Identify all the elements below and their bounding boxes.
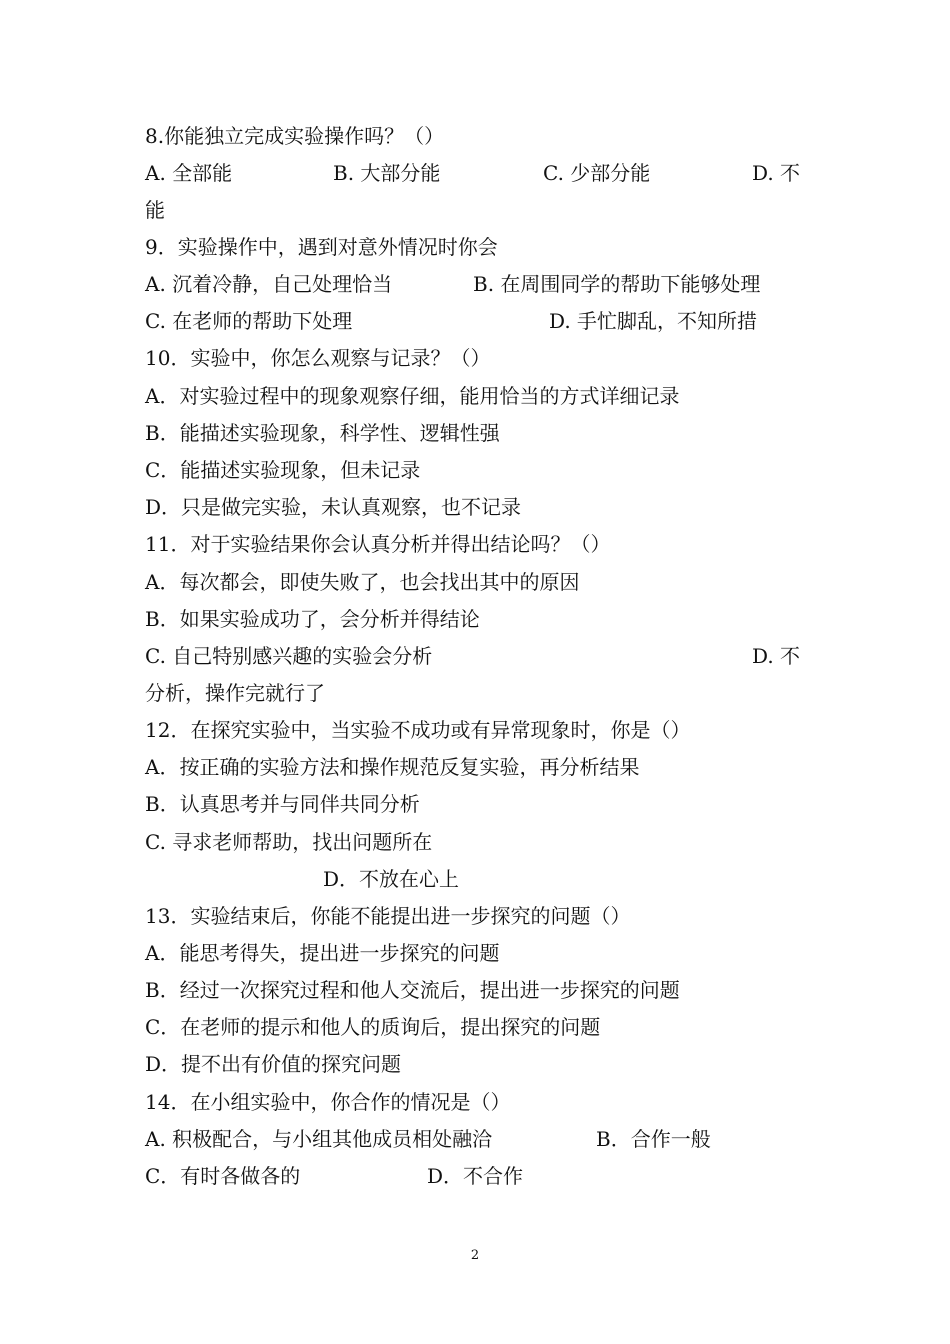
question-13-option-b: B．经过一次探究过程和他人交流后，提出进一步探究的问题 <box>145 978 680 1002</box>
question-14-option-a: A. 积极配合，与小组其他成员相处融洽 <box>145 1127 493 1151</box>
question-9-option-b: B. 在周围同学的帮助下能够处理 <box>473 272 761 296</box>
question-10-option-b: B．能描述实验现象，科学性、逻辑性强 <box>145 421 500 445</box>
question-10-option-a: A．对实验过程中的现象观察仔细，能用恰当的方式详细记录 <box>145 384 680 408</box>
question-11-option-b: B．如果实验成功了，会分析并得结论 <box>145 607 480 631</box>
question-13-option-d: D．提不出有价值的探究问题 <box>145 1052 402 1076</box>
question-12-option-b: B．认真思考并与同伴共同分析 <box>145 792 420 816</box>
question-8-stem: 8.你能独立完成实验操作吗？（） <box>145 124 445 148</box>
question-8-option-c: C. 少部分能 <box>543 161 651 185</box>
question-12-option-a: A．按正确的实验方法和操作规范反复实验，再分析结果 <box>145 755 640 779</box>
question-9-option-d: D. 手忙脚乱，不知所措 <box>549 309 758 333</box>
question-14-stem: 14．在小组实验中，你合作的情况是（） <box>145 1090 511 1114</box>
question-8-option-d-continued: 能 <box>145 198 165 222</box>
question-13-option-a: A．能思考得失，提出进一步探究的问题 <box>145 941 500 965</box>
question-8-option-a: A. 全部能 <box>145 161 233 185</box>
question-11-option-a: A．每次都会，即使失败了，也会找出其中的原因 <box>145 570 580 594</box>
question-10-option-d: D．只是做完实验，未认真观察，也不记录 <box>145 495 522 519</box>
question-13-stem: 13．实验结束后，你能不能提出进一步探究的问题（） <box>145 904 631 928</box>
question-14-option-d: D．不合作 <box>427 1164 524 1188</box>
question-13-option-c: C．在老师的提示和他人的质询后，提出探究的问题 <box>145 1015 601 1039</box>
question-12-stem: 12．在探究实验中，当实验不成功或有异常现象时，你是（） <box>145 718 691 742</box>
page-number: 2 <box>470 1248 480 1263</box>
question-8-option-b: B. 大部分能 <box>333 161 441 185</box>
question-11-stem: 11．对于实验结果你会认真分析并得出结论吗？（） <box>145 532 611 556</box>
question-14-option-c: C．有时各做各的 <box>145 1164 301 1188</box>
question-9-stem: 9．实验操作中，遇到对意外情况时你会 <box>145 235 498 259</box>
question-11-option-c: C. 自己特别感兴趣的实验会分析 <box>145 644 433 668</box>
question-9-option-a: A. 沉着冷静，自己处理恰当 <box>145 272 393 296</box>
question-14-option-b: B．合作一般 <box>596 1127 711 1151</box>
question-10-stem: 10．实验中，你怎么观察与记录？（） <box>145 346 491 370</box>
question-11-option-d: D. 不 <box>752 644 801 668</box>
question-8-option-d: D. 不 <box>752 161 801 185</box>
question-12-option-c: C. 寻求老师帮助，找出问题所在 <box>145 830 433 854</box>
question-12-option-d: D．不放在心上 <box>323 867 460 891</box>
question-9-option-c: C. 在老师的帮助下处理 <box>145 309 353 333</box>
question-11-option-d-continued: 分析，操作完就行了 <box>145 681 325 705</box>
question-10-option-c: C．能描述实验现象，但未记录 <box>145 458 421 482</box>
